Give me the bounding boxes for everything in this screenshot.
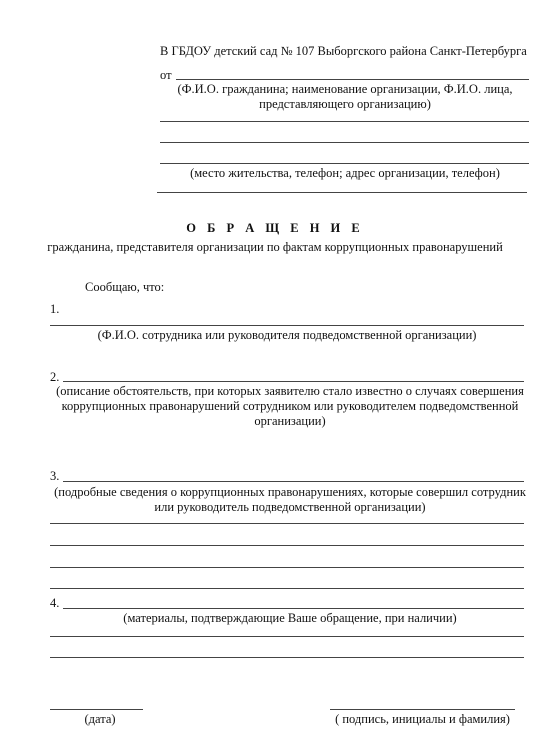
item-1-number: 1. [50,302,60,316]
signature-line[interactable] [330,709,515,710]
from-line-3[interactable] [160,142,529,143]
item-4-number: 4. [50,596,60,610]
item-3-line-2[interactable] [50,523,524,524]
item-4-hint: (материалы, подтверждающие Ваше обращение, при наличии) [123,611,457,625]
addressee: В ГБДОУ детский сад № 107 Выборгского района Санкт-Петербурга [160,44,527,58]
residence-line-2[interactable] [157,192,527,193]
item-4-line-2[interactable] [50,636,524,637]
residence-hint: (место жительства, телефон; адрес организации, телефон) [190,166,500,180]
item-4-line[interactable] [63,608,524,609]
item-1-line[interactable] [50,325,524,326]
item-4-line-3[interactable] [50,657,524,658]
date-hint: (дата) [84,712,116,726]
item-2-line[interactable] [63,381,524,382]
intro-text: Сообщаю, что: [85,280,165,294]
document-title: О Б Р А Щ Е Н И Е [186,221,364,235]
from-line[interactable] [176,79,529,80]
document-subtitle: гражданина, представителя организации по фактам коррупционных правонарушений [47,240,503,254]
from-label: от [160,68,172,82]
item-3-number: 3. [50,469,60,483]
residence-line[interactable] [160,163,529,164]
item-3-line-5[interactable] [50,588,524,589]
item-2-number: 2. [50,370,60,384]
from-hint: (Ф.И.О. гражданина; наименование организации, Ф.И.О. лица, представляющего организацию) [177,82,513,111]
signature-hint: ( подпись, инициалы и фамилия) [335,712,510,726]
item-3-line[interactable] [63,481,524,482]
item-1-hint: (Ф.И.О. сотрудника или руководителя подведомственной организации) [97,328,477,342]
from-line-2[interactable] [160,121,529,122]
item-3-line-3[interactable] [50,545,524,546]
item-2-hint: (описание обстоятельств, при которых заявителю стало известно о случаях совершения коррупционных правонарушений сотрудником или руководителем подведомственной организации) [56,384,524,428]
item-3-hint: (подробные сведения о коррупционных правонарушениях, которые совершил сотрудник или руководитель подведомственной организации) [54,485,526,514]
item-3-line-4[interactable] [50,567,524,568]
date-line[interactable] [50,709,143,710]
